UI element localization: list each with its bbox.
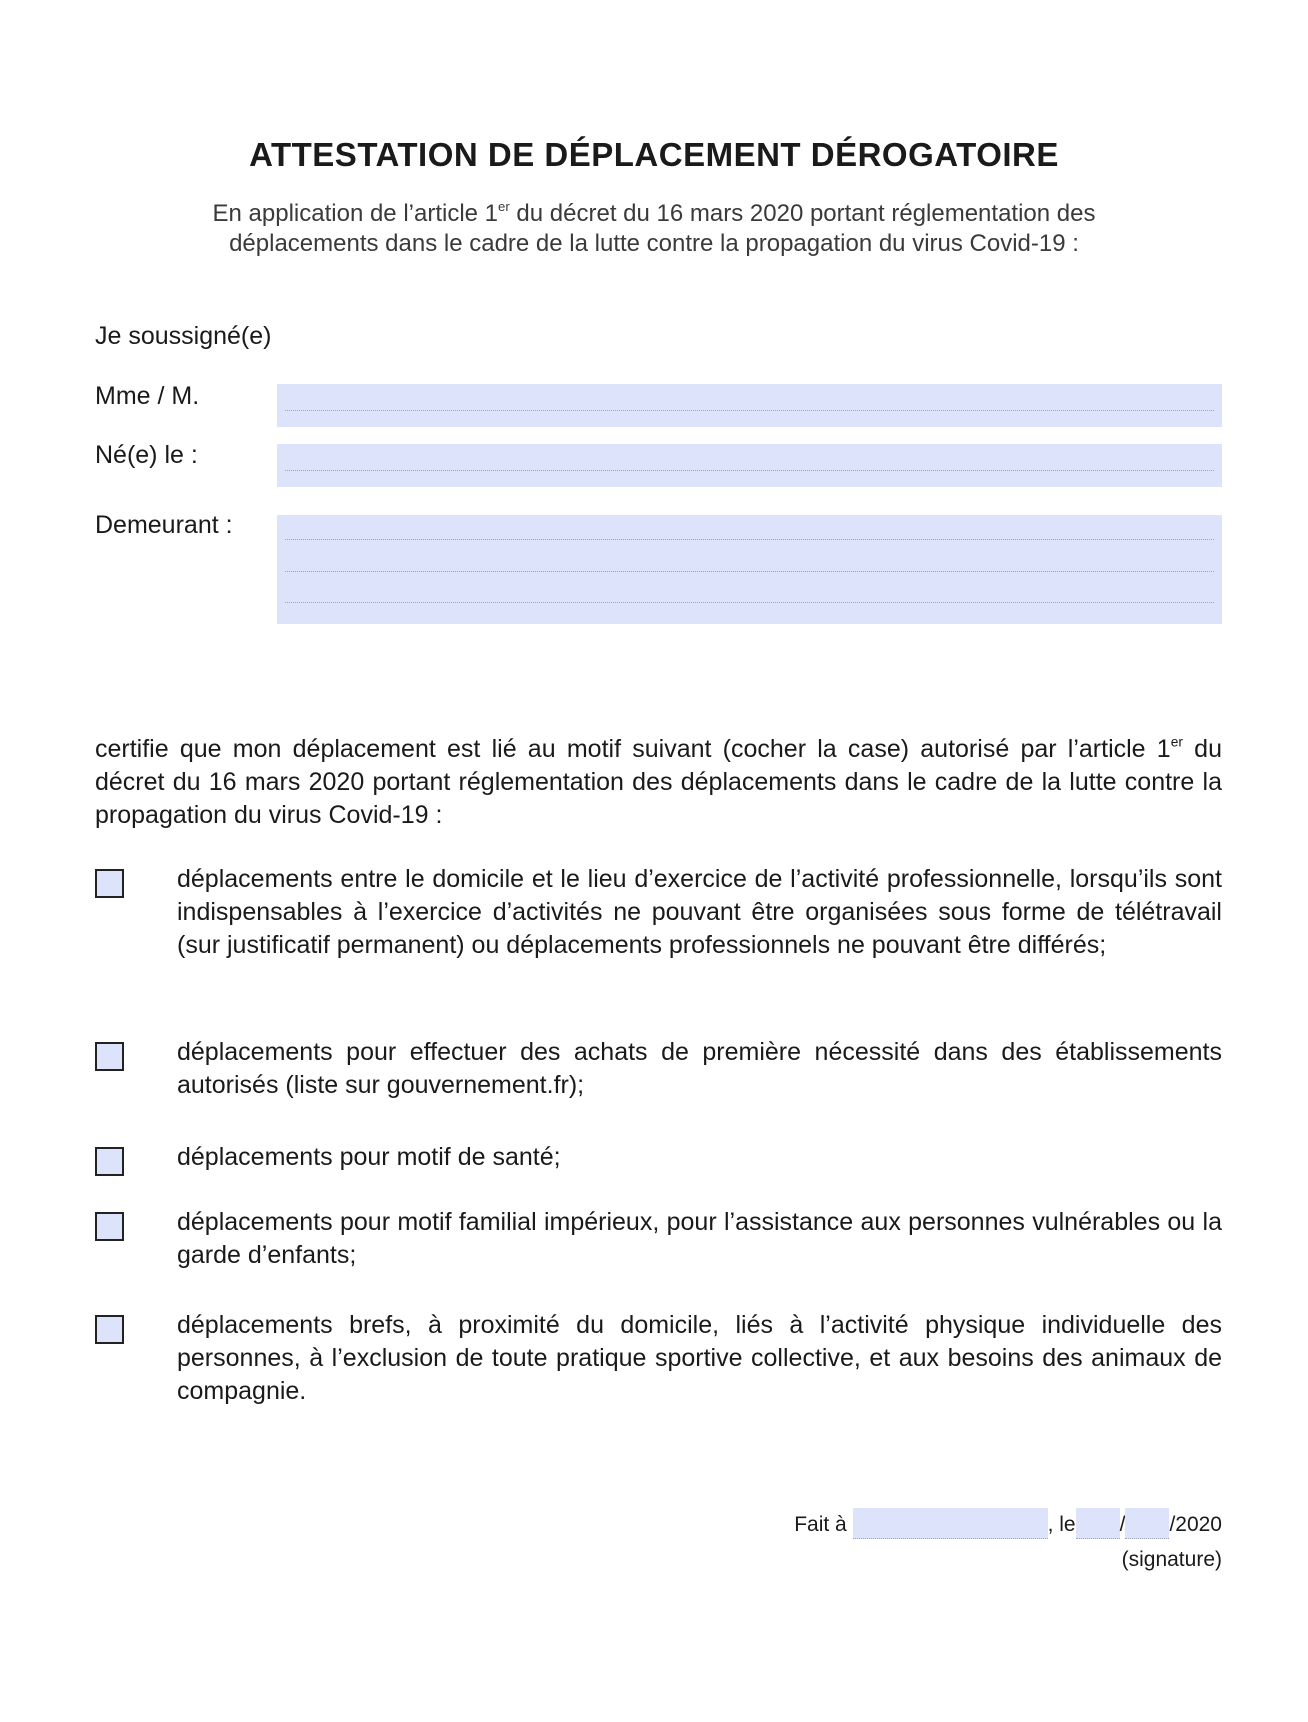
address-label: Demeurant : (95, 511, 233, 539)
place-label: Fait à (794, 1513, 847, 1536)
address-field[interactable] (277, 515, 1222, 624)
place-field[interactable] (853, 1508, 1048, 1539)
year-text: /2020 (1169, 1513, 1222, 1536)
date-label: , le (1047, 1513, 1076, 1536)
motif-text-family: déplacements pour motif familial impérieux, pour l’assistance aux personnes vulnérables ou la garde d’enfants; (177, 1208, 1222, 1269)
place-date-line (794, 1508, 1222, 1539)
motif-text-health: déplacements pour motif de santé; (177, 1143, 561, 1171)
subtitle-part-1: En application de l’article 1 (212, 200, 499, 227)
motif-item-health (95, 1141, 1222, 1174)
motif-checkbox-health[interactable] (95, 1147, 124, 1176)
subtitle-line-2: déplacements dans le cadre de la lutte contre la propagation du virus Covid-19 : (229, 230, 1079, 257)
certification-part-2: du décret du 16 mars 2020 portant réglementation des déplacements dans le cadre de la lutte contre la propagation du virus Covid-19 : (95, 735, 1222, 829)
motif-item-family (95, 1206, 1222, 1272)
day-field[interactable] (1076, 1508, 1120, 1539)
month-field[interactable] (1125, 1508, 1169, 1539)
name-label: Mme / M. (95, 382, 200, 410)
subtitle (0, 199, 1308, 259)
subtitle-part-2: du décret du 16 mars 2020 portant réglementation des (509, 200, 1096, 227)
motif-checkbox-exercise[interactable] (95, 1315, 124, 1344)
subtitle-line-1 (0, 199, 1308, 229)
certification-superscript: er (1170, 734, 1183, 750)
motif-item-shopping (95, 1036, 1222, 1102)
undersigned-label: Je soussigné(e) (95, 322, 272, 350)
birth-date-field[interactable] (277, 444, 1222, 487)
certification-text (95, 733, 1222, 832)
birth-date-label: Né(e) le : (95, 441, 198, 469)
name-field[interactable] (277, 384, 1222, 427)
page-title: ATTESTATION DE DÉPLACEMENT DÉROGATOIRE (249, 136, 1059, 173)
name-input[interactable] (277, 384, 1222, 427)
motif-checkbox-work[interactable] (95, 869, 124, 898)
motif-text-exercise: déplacements brefs, à proximité du domicile, liés à l’activité physique individuelle des personnes, à l’exclusion de toute pratique sportive collective, et aux besoins des animaux de compagnie. (177, 1311, 1222, 1405)
motif-text-work: déplacements entre le domicile et le lieu d’exercice de l’activité professionnelle, lorsqu’ils sont indispensables à l’exercice d’activités ne pouvant être organisées sous forme de télétravail (sur justificatif permanent) ou déplacements professionnels ne pouvant être différés; (177, 865, 1222, 959)
motif-checkbox-shopping[interactable] (95, 1042, 124, 1071)
motif-checkbox-family[interactable] (95, 1212, 124, 1241)
address-input[interactable] (277, 515, 1222, 624)
certification-part-1: certifie que mon déplacement est lié au motif suivant (cocher la case) autorisé par l’article 1 (95, 735, 1171, 763)
subtitle-superscript: er (498, 199, 510, 215)
motif-item-work (95, 863, 1222, 962)
signature-label: (signature) (1121, 1548, 1222, 1571)
motif-text-shopping: déplacements pour effectuer des achats de première nécessité dans des établissements autorisés (liste sur gouvernement.fr); (177, 1038, 1222, 1099)
motif-item-exercise (95, 1309, 1222, 1408)
birth-date-input[interactable] (277, 444, 1222, 487)
date-separator: / (1119, 1513, 1126, 1536)
